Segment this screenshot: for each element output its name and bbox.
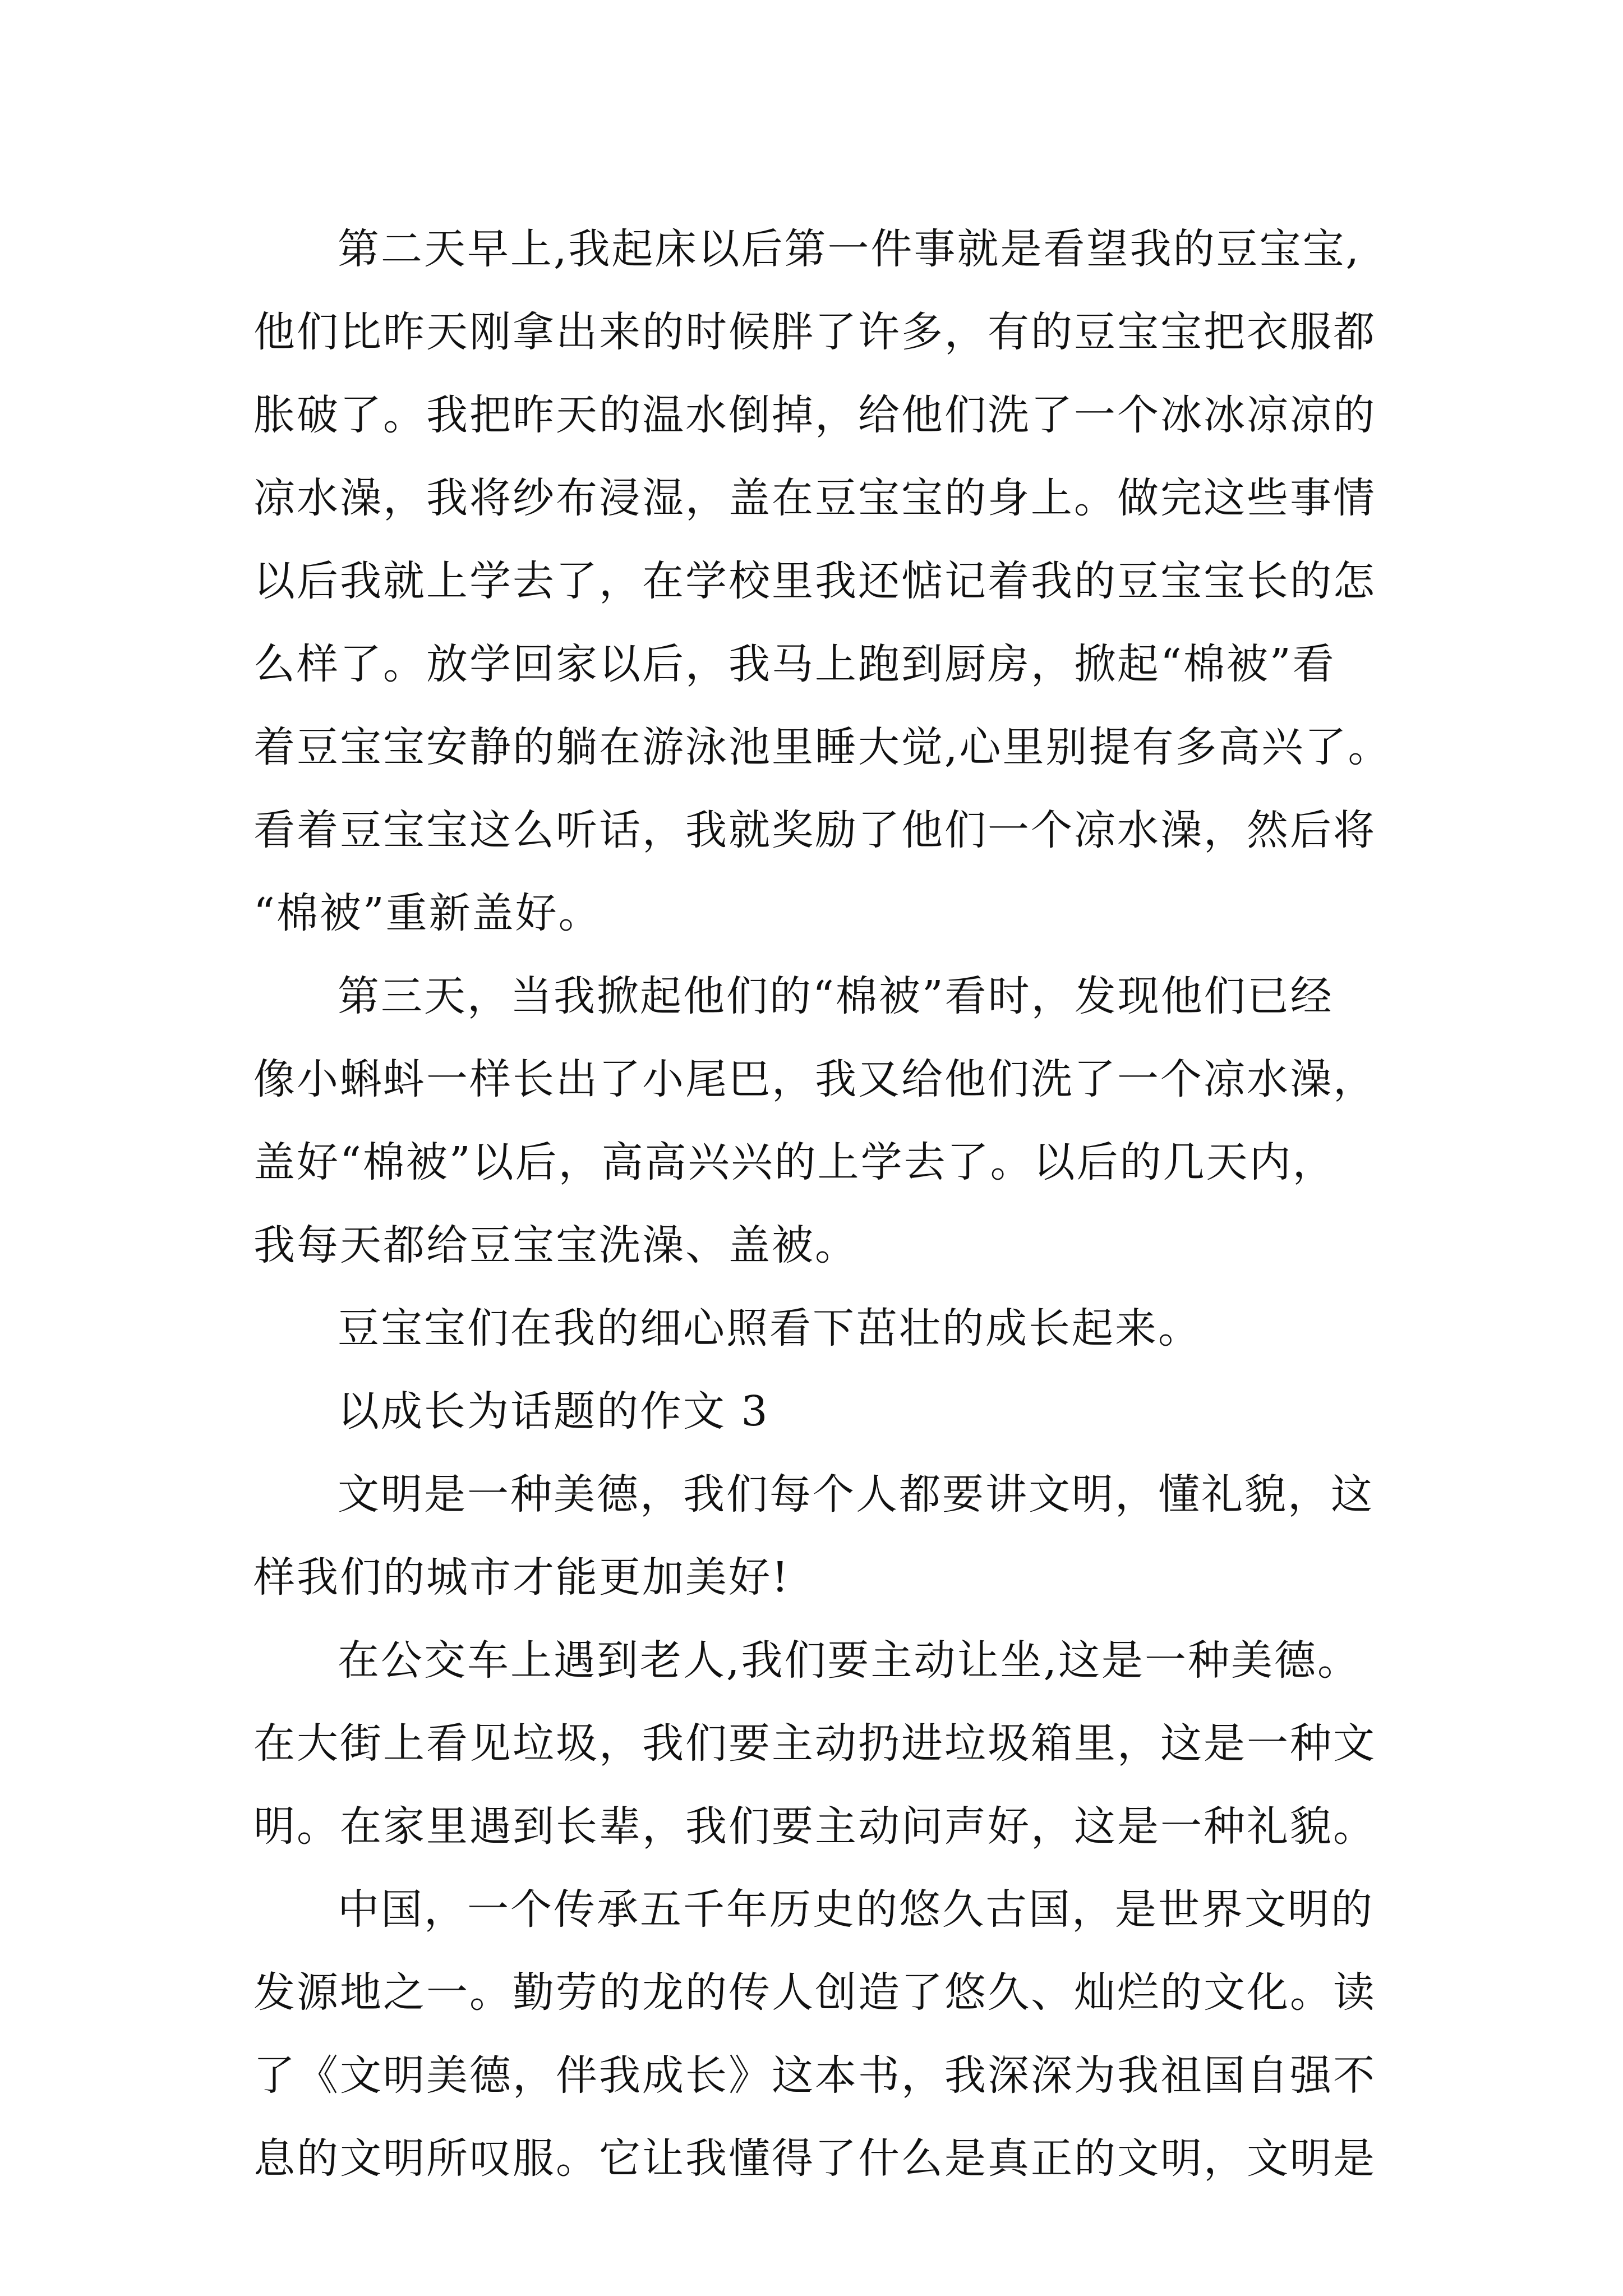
- paragraph-line: 看着豆宝宝这么听话，我就奖励了他们一个凉水澡，然后将: [253, 806, 1376, 854]
- section-heading: 以成长为话题的作文 3: [338, 1387, 769, 1435]
- paragraph-line: 在大街上看见垃圾，我们要主动扔进垃圾箱里，这是一种文: [253, 1719, 1376, 1768]
- paragraph-line: 我每天都给豆宝宝洗澡、盖被。: [253, 1221, 858, 1269]
- paragraph-line: 发源地之一。勤劳的龙的传人创造了悠久、灿烂的文化。读: [253, 1968, 1376, 2017]
- paragraph-line: 凉水澡，我将纱布浸湿，盖在豆宝宝的身上。做完这些事情: [253, 474, 1376, 522]
- paragraph-line: 第三天，当我掀起他们的“棉被”看时，发现他们已经: [338, 972, 1334, 1020]
- body-text: [253, 208, 1398, 2200]
- paragraph-line: 样我们的城市才能更加美好!: [253, 1553, 790, 1602]
- paragraph-line: “棉被”重新盖好。: [253, 889, 602, 937]
- paragraph-line: 第二天早上,我起床以后第一件事就是看望我的豆宝宝,: [338, 225, 1361, 273]
- paragraph-line: 胀破了。我把昨天的温水倒掉，给他们洗了一个冰冰凉凉的: [253, 391, 1376, 439]
- paragraph-line: 盖好“棉被”以后，高高兴兴的上学去了。以后的几天内，: [253, 1138, 1336, 1186]
- paragraph-line: 在公交车上遇到老人,我们要主动让坐,这是一种美德。: [338, 1636, 1361, 1685]
- paragraph-line: 着豆宝宝安静的躺在游泳池里睡大觉,心里别提有多高兴了。: [253, 723, 1391, 771]
- paragraph-line: 以后我就上学去了，在学校里我还惦记着我的豆宝宝长的怎: [253, 557, 1376, 605]
- paragraph-line: 文明是一种美德，我们每个人都要讲文明，懂礼貌，这: [338, 1470, 1374, 1519]
- paragraph-line: 息的文明所叹服。它让我懂得了什么是真正的文明，文明是: [253, 2134, 1376, 2183]
- paragraph-line: 明。在家里遇到长辈，我们要主动问声好，这是一种礼貌。: [253, 1802, 1376, 1851]
- paragraph-line: 他们比昨天刚拿出来的时候胖了许多，有的豆宝宝把衣服都: [253, 308, 1376, 356]
- paragraph-line: 豆宝宝们在我的细心照看下茁壮的成长起来。: [338, 1304, 1201, 1352]
- paragraph-line: 了《文明美德，伴我成长》这本书，我深深为我祖国自强不: [253, 2051, 1376, 2100]
- paragraph-line: 么样了。放学回家以后，我马上跑到厨房，掀起“棉被”看: [253, 640, 1336, 688]
- paragraph-line: 中国，一个传承五千年历史的悠久古国，是世界文明的: [338, 1885, 1374, 1934]
- paragraph-line: 像小蝌蚪一样长出了小尾巴，我又给他们洗了一个凉水澡，: [253, 1055, 1376, 1103]
